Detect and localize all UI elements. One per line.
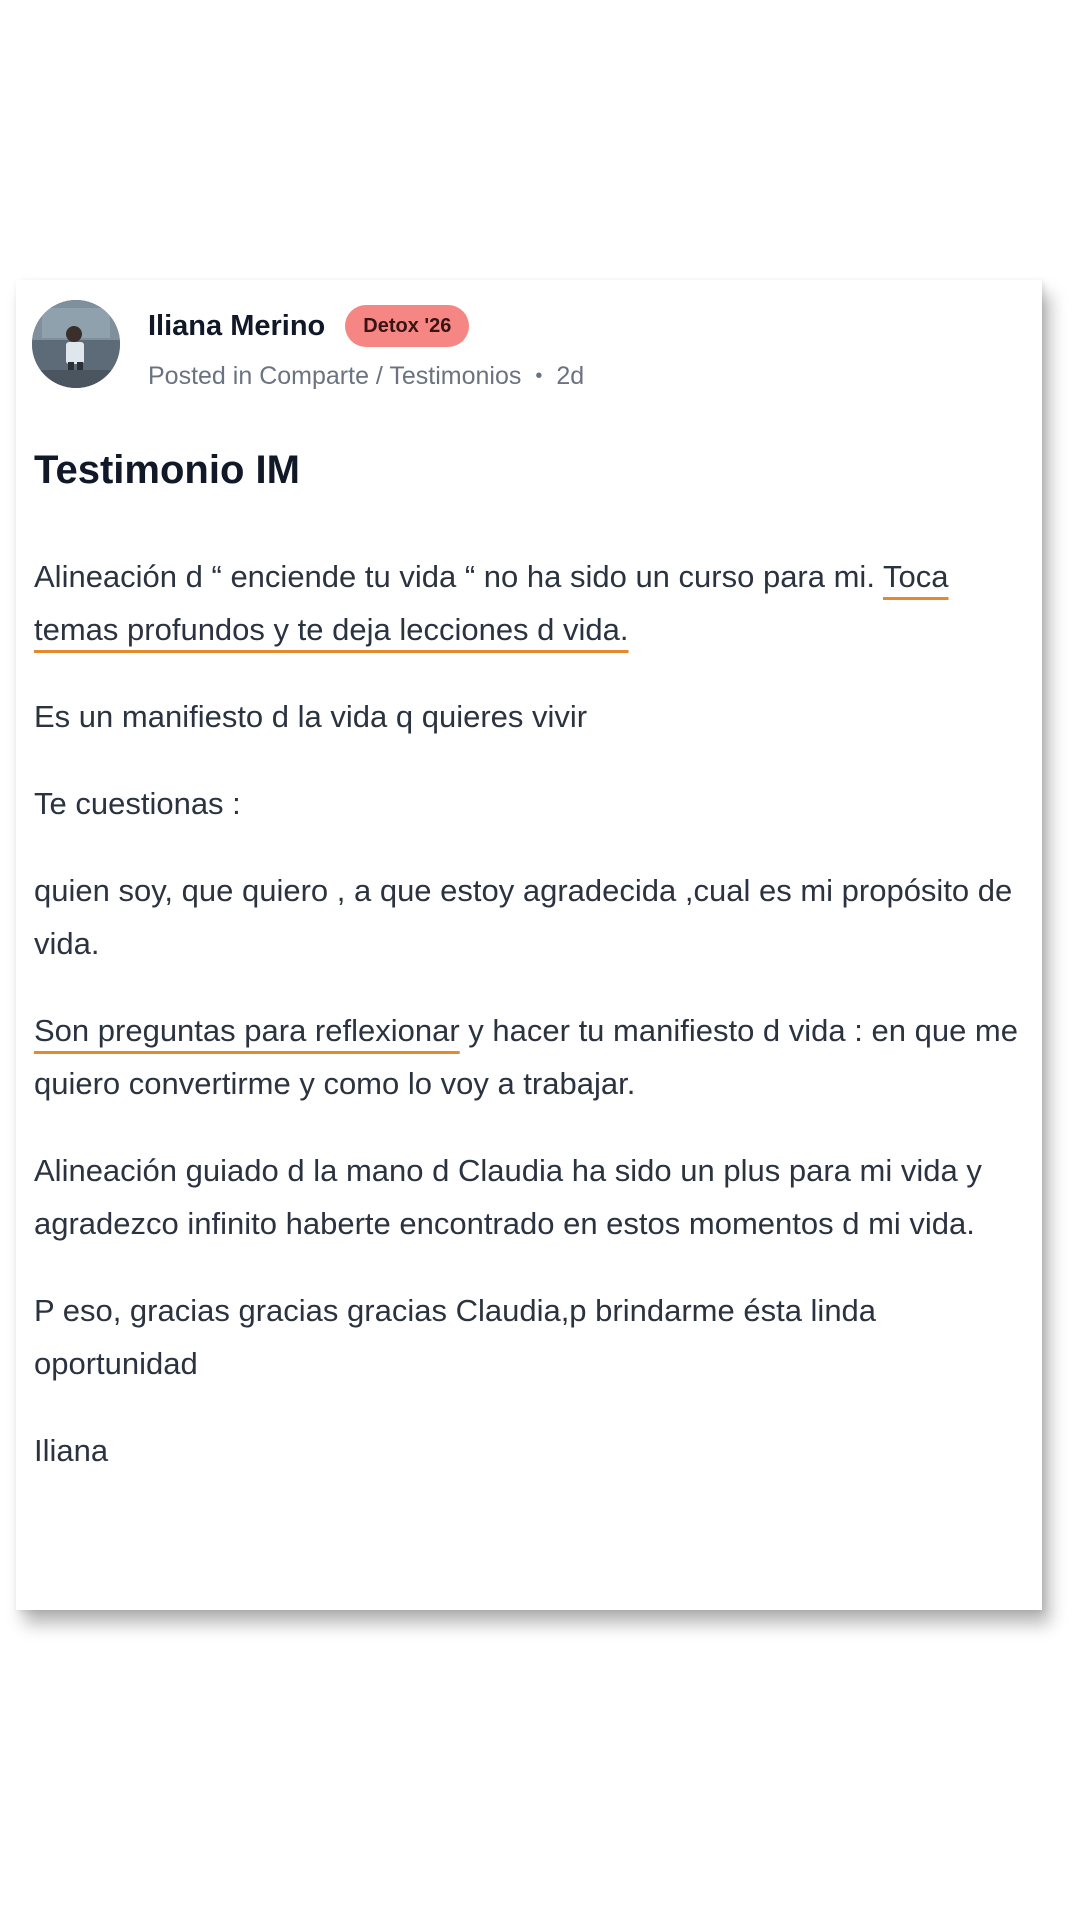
category-link[interactable]: Comparte / Testimonios bbox=[259, 362, 522, 390]
author-name[interactable]: Iliana Merino bbox=[148, 309, 326, 342]
member-badge: Detox '26 bbox=[345, 305, 469, 347]
paragraph: Es un manifiesto d la vida q quieres vivir bbox=[34, 699, 588, 734]
user-avatar-photo bbox=[32, 300, 120, 388]
paragraph-text: Alineación d “ enciende tu vida “ no ha sido un curso para mi. bbox=[34, 559, 875, 594]
paragraph bbox=[34, 550, 1024, 656]
highlighted-text: Toca temas profundos y te deja lecciones d vida. bbox=[34, 559, 949, 647]
avatar[interactable] bbox=[32, 300, 120, 388]
meta-separator: • bbox=[535, 365, 543, 387]
signature: Iliana bbox=[34, 1433, 109, 1468]
post-meta bbox=[148, 362, 584, 391]
post-body bbox=[34, 550, 1024, 1511]
post-age: 2d bbox=[556, 362, 585, 390]
meta-prefix: Posted in bbox=[148, 362, 253, 390]
paragraph: quien soy, que quiero , a que estoy agradecida ,cual es mi propósito de vida. bbox=[34, 873, 1013, 961]
paragraph-text: y hacer tu manifiesto d vida : en que me quiero convertirme y como lo voy a trabajar. bbox=[34, 1013, 1018, 1101]
paragraph bbox=[34, 1004, 1024, 1110]
post-card bbox=[16, 280, 1042, 1610]
paragraph: P eso, gracias gracias gracias Claudia,p brindarme ésta linda oportunidad bbox=[34, 1293, 877, 1381]
highlighted-text: Son preguntas para reflexionar bbox=[34, 1013, 460, 1048]
paragraph: Te cuestionas : bbox=[34, 786, 241, 821]
paragraph: Alineación guiado d la mano d Claudia ha sido un plus para mi vida y agradezco infinito haberte encontrado en estos momentos d mi vida. bbox=[34, 1153, 982, 1241]
post-title: Testimonio IM bbox=[34, 448, 300, 492]
author-row bbox=[148, 304, 469, 348]
